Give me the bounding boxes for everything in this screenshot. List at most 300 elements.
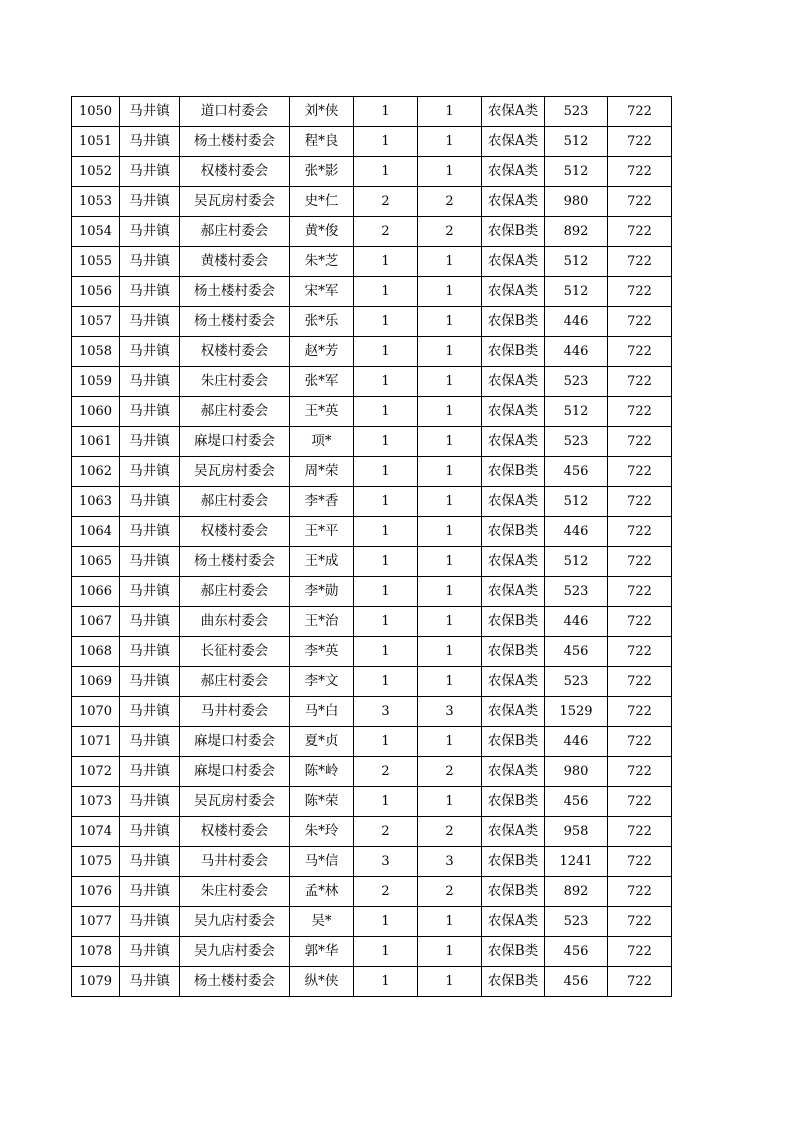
cell-name: 王*英 — [290, 397, 354, 427]
cell-insurance-type: 农保B类 — [482, 937, 545, 967]
cell-count-a: 1 — [354, 577, 418, 607]
cell-town: 马井镇 — [120, 577, 180, 607]
table-row — [72, 457, 672, 487]
cell-town: 马井镇 — [120, 607, 180, 637]
cell-insurance-type: 农保B类 — [482, 637, 545, 667]
cell-amount: 446 — [545, 517, 608, 547]
cell-insurance-type: 农保B类 — [482, 847, 545, 877]
cell-count-b: 3 — [418, 847, 482, 877]
table-row — [72, 637, 672, 667]
cell-standard: 722 — [608, 217, 672, 247]
table-row — [72, 607, 672, 637]
cell-name: 王*成 — [290, 547, 354, 577]
cell-standard: 722 — [608, 757, 672, 787]
cell-amount: 512 — [545, 277, 608, 307]
cell-town: 马井镇 — [120, 307, 180, 337]
cell-count-b: 1 — [418, 127, 482, 157]
cell-standard: 722 — [608, 457, 672, 487]
cell-amount: 446 — [545, 607, 608, 637]
cell-count-a: 2 — [354, 757, 418, 787]
cell-row-number: 1073 — [72, 787, 120, 817]
cell-count-b: 1 — [418, 487, 482, 517]
cell-count-a: 1 — [354, 157, 418, 187]
cell-count-b: 1 — [418, 787, 482, 817]
cell-village-committee: 朱庄村委会 — [180, 367, 290, 397]
table-row — [72, 877, 672, 907]
cell-insurance-type: 农保B类 — [482, 457, 545, 487]
cell-insurance-type: 农保A类 — [482, 757, 545, 787]
table-row — [72, 577, 672, 607]
table-row — [72, 277, 672, 307]
cell-count-a: 1 — [354, 247, 418, 277]
cell-name: 陈*荣 — [290, 787, 354, 817]
cell-name: 史*仁 — [290, 187, 354, 217]
cell-amount: 980 — [545, 757, 608, 787]
cell-town: 马井镇 — [120, 757, 180, 787]
cell-count-a: 1 — [354, 907, 418, 937]
cell-count-a: 1 — [354, 307, 418, 337]
cell-count-b: 2 — [418, 757, 482, 787]
cell-village-committee: 权楼村委会 — [180, 157, 290, 187]
cell-village-committee: 权楼村委会 — [180, 517, 290, 547]
cell-row-number: 1060 — [72, 397, 120, 427]
cell-row-number: 1072 — [72, 757, 120, 787]
table-row — [72, 97, 672, 127]
table-row — [72, 967, 672, 997]
cell-insurance-type: 农保B类 — [482, 337, 545, 367]
cell-name: 陈*岭 — [290, 757, 354, 787]
cell-name: 李*英 — [290, 637, 354, 667]
cell-standard: 722 — [608, 607, 672, 637]
cell-row-number: 1070 — [72, 697, 120, 727]
cell-row-number: 1057 — [72, 307, 120, 337]
cell-town: 马井镇 — [120, 277, 180, 307]
cell-count-a: 1 — [354, 727, 418, 757]
cell-insurance-type: 农保B类 — [482, 217, 545, 247]
cell-count-a: 2 — [354, 187, 418, 217]
cell-standard: 722 — [608, 697, 672, 727]
cell-insurance-type: 农保A类 — [482, 127, 545, 157]
cell-insurance-type: 农保A类 — [482, 577, 545, 607]
cell-insurance-type: 农保B类 — [482, 307, 545, 337]
cell-count-a: 1 — [354, 277, 418, 307]
cell-town: 马井镇 — [120, 247, 180, 277]
cell-name: 项* — [290, 427, 354, 457]
cell-amount: 892 — [545, 877, 608, 907]
cell-standard: 722 — [608, 307, 672, 337]
cell-insurance-type: 农保A类 — [482, 157, 545, 187]
cell-count-a: 1 — [354, 367, 418, 397]
cell-standard: 722 — [608, 187, 672, 217]
cell-count-a: 1 — [354, 127, 418, 157]
cell-town: 马井镇 — [120, 457, 180, 487]
table-row — [72, 727, 672, 757]
cell-row-number: 1051 — [72, 127, 120, 157]
cell-insurance-type: 农保B类 — [482, 607, 545, 637]
cell-count-b: 1 — [418, 577, 482, 607]
cell-amount: 446 — [545, 727, 608, 757]
cell-count-a: 1 — [354, 517, 418, 547]
cell-standard: 722 — [608, 367, 672, 397]
cell-name: 李*文 — [290, 667, 354, 697]
cell-count-a: 1 — [354, 967, 418, 997]
cell-name: 周*荣 — [290, 457, 354, 487]
cell-insurance-type: 农保A类 — [482, 247, 545, 277]
cell-count-b: 2 — [418, 817, 482, 847]
table-row — [72, 307, 672, 337]
cell-name: 马*信 — [290, 847, 354, 877]
cell-name: 张*乐 — [290, 307, 354, 337]
cell-row-number: 1056 — [72, 277, 120, 307]
cell-village-committee: 麻堤口村委会 — [180, 727, 290, 757]
cell-village-committee: 道口村委会 — [180, 97, 290, 127]
cell-village-committee: 马井村委会 — [180, 847, 290, 877]
cell-count-a: 1 — [354, 427, 418, 457]
cell-count-a: 1 — [354, 397, 418, 427]
cell-village-committee: 吴九店村委会 — [180, 937, 290, 967]
cell-amount: 512 — [545, 247, 608, 277]
cell-count-a: 1 — [354, 487, 418, 517]
cell-count-a: 1 — [354, 667, 418, 697]
cell-standard: 722 — [608, 967, 672, 997]
cell-count-b: 1 — [418, 367, 482, 397]
cell-amount: 456 — [545, 457, 608, 487]
cell-town: 马井镇 — [120, 937, 180, 967]
cell-amount: 523 — [545, 907, 608, 937]
cell-town: 马井镇 — [120, 127, 180, 157]
cell-village-committee: 杨土楼村委会 — [180, 967, 290, 997]
table-row — [72, 187, 672, 217]
cell-name: 李*香 — [290, 487, 354, 517]
cell-count-b: 1 — [418, 457, 482, 487]
table-row — [72, 757, 672, 787]
table-row — [72, 517, 672, 547]
cell-village-committee: 黄楼村委会 — [180, 247, 290, 277]
cell-count-a: 1 — [354, 637, 418, 667]
cell-row-number: 1065 — [72, 547, 120, 577]
cell-insurance-type: 农保A类 — [482, 427, 545, 457]
cell-count-a: 2 — [354, 877, 418, 907]
cell-insurance-type: 农保A类 — [482, 697, 545, 727]
cell-row-number: 1074 — [72, 817, 120, 847]
cell-count-b: 2 — [418, 187, 482, 217]
cell-count-a: 2 — [354, 217, 418, 247]
cell-name: 夏*贞 — [290, 727, 354, 757]
cell-standard: 722 — [608, 667, 672, 697]
cell-town: 马井镇 — [120, 217, 180, 247]
cell-town: 马井镇 — [120, 427, 180, 457]
cell-amount: 512 — [545, 157, 608, 187]
cell-village-committee: 吴瓦房村委会 — [180, 187, 290, 217]
cell-standard: 722 — [608, 127, 672, 157]
cell-standard: 722 — [608, 397, 672, 427]
cell-count-b: 1 — [418, 307, 482, 337]
cell-standard: 722 — [608, 427, 672, 457]
cell-village-committee: 杨土楼村委会 — [180, 277, 290, 307]
cell-insurance-type: 农保B类 — [482, 877, 545, 907]
cell-standard: 722 — [608, 907, 672, 937]
cell-row-number: 1069 — [72, 667, 120, 697]
cell-row-number: 1058 — [72, 337, 120, 367]
cell-village-committee: 杨土楼村委会 — [180, 127, 290, 157]
cell-count-b: 1 — [418, 547, 482, 577]
cell-amount: 512 — [545, 397, 608, 427]
cell-town: 马井镇 — [120, 187, 180, 217]
table-row — [72, 907, 672, 937]
cell-name: 李*勋 — [290, 577, 354, 607]
cell-name: 王*平 — [290, 517, 354, 547]
cell-village-committee: 郝庄村委会 — [180, 217, 290, 247]
cell-name: 张*影 — [290, 157, 354, 187]
cell-village-committee: 朱庄村委会 — [180, 877, 290, 907]
cell-amount: 1241 — [545, 847, 608, 877]
cell-village-committee: 郝庄村委会 — [180, 667, 290, 697]
cell-count-b: 1 — [418, 157, 482, 187]
cell-town: 马井镇 — [120, 637, 180, 667]
cell-row-number: 1078 — [72, 937, 120, 967]
cell-standard: 722 — [608, 847, 672, 877]
cell-amount: 456 — [545, 787, 608, 817]
cell-town: 马井镇 — [120, 727, 180, 757]
cell-row-number: 1054 — [72, 217, 120, 247]
table-row — [72, 697, 672, 727]
cell-insurance-type: 农保A类 — [482, 97, 545, 127]
cell-village-committee: 郝庄村委会 — [180, 397, 290, 427]
cell-standard: 722 — [608, 817, 672, 847]
cell-name: 孟*林 — [290, 877, 354, 907]
cell-village-committee: 杨土楼村委会 — [180, 547, 290, 577]
table-row — [72, 937, 672, 967]
cell-town: 马井镇 — [120, 157, 180, 187]
cell-amount: 512 — [545, 547, 608, 577]
cell-town: 马井镇 — [120, 667, 180, 697]
table-row — [72, 847, 672, 877]
cell-count-b: 3 — [418, 697, 482, 727]
cell-count-a: 3 — [354, 697, 418, 727]
cell-insurance-type: 农保B类 — [482, 787, 545, 817]
cell-amount: 980 — [545, 187, 608, 217]
cell-name: 程*良 — [290, 127, 354, 157]
table-row — [72, 157, 672, 187]
cell-standard: 722 — [608, 547, 672, 577]
cell-count-b: 1 — [418, 727, 482, 757]
cell-town: 马井镇 — [120, 397, 180, 427]
cell-town: 马井镇 — [120, 847, 180, 877]
cell-name: 宋*军 — [290, 277, 354, 307]
cell-name: 张*军 — [290, 367, 354, 397]
cell-amount: 523 — [545, 427, 608, 457]
cell-name: 马*白 — [290, 697, 354, 727]
cell-amount: 512 — [545, 487, 608, 517]
cell-insurance-type: 农保A类 — [482, 397, 545, 427]
cell-amount: 456 — [545, 967, 608, 997]
cell-row-number: 1050 — [72, 97, 120, 127]
cell-town: 马井镇 — [120, 337, 180, 367]
cell-village-committee: 权楼村委会 — [180, 337, 290, 367]
cell-count-a: 1 — [354, 337, 418, 367]
cell-village-committee: 吴瓦房村委会 — [180, 787, 290, 817]
table-row — [72, 127, 672, 157]
cell-town: 马井镇 — [120, 367, 180, 397]
table-row — [72, 397, 672, 427]
cell-standard: 722 — [608, 157, 672, 187]
table-row — [72, 247, 672, 277]
table-row — [72, 427, 672, 457]
cell-name: 赵*芳 — [290, 337, 354, 367]
cell-amount: 523 — [545, 367, 608, 397]
cell-standard: 722 — [608, 337, 672, 367]
cell-count-b: 1 — [418, 517, 482, 547]
cell-count-b: 1 — [418, 247, 482, 277]
cell-amount: 958 — [545, 817, 608, 847]
cell-row-number: 1062 — [72, 457, 120, 487]
cell-amount: 1529 — [545, 697, 608, 727]
cell-insurance-type: 农保A类 — [482, 367, 545, 397]
cell-amount: 523 — [545, 97, 608, 127]
cell-count-a: 1 — [354, 787, 418, 817]
table-row — [72, 817, 672, 847]
cell-amount: 512 — [545, 127, 608, 157]
cell-count-b: 2 — [418, 217, 482, 247]
cell-standard: 722 — [608, 487, 672, 517]
cell-insurance-type: 农保A类 — [482, 667, 545, 697]
cell-town: 马井镇 — [120, 967, 180, 997]
cell-standard: 722 — [608, 97, 672, 127]
cell-insurance-type: 农保B类 — [482, 517, 545, 547]
cell-row-number: 1068 — [72, 637, 120, 667]
table-row — [72, 487, 672, 517]
cell-village-committee: 杨土楼村委会 — [180, 307, 290, 337]
cell-row-number: 1066 — [72, 577, 120, 607]
cell-standard: 722 — [608, 517, 672, 547]
cell-town: 马井镇 — [120, 487, 180, 517]
cell-town: 马井镇 — [120, 877, 180, 907]
cell-town: 马井镇 — [120, 517, 180, 547]
cell-name: 王*治 — [290, 607, 354, 637]
cell-standard: 722 — [608, 247, 672, 277]
cell-insurance-type: 农保A类 — [482, 907, 545, 937]
cell-count-b: 1 — [418, 97, 482, 127]
cell-row-number: 1071 — [72, 727, 120, 757]
cell-insurance-type: 农保A类 — [482, 487, 545, 517]
cell-count-b: 1 — [418, 427, 482, 457]
cell-standard: 722 — [608, 727, 672, 757]
cell-insurance-type: 农保B类 — [482, 967, 545, 997]
cell-amount: 446 — [545, 337, 608, 367]
cell-name: 黄*俊 — [290, 217, 354, 247]
cell-standard: 722 — [608, 877, 672, 907]
cell-row-number: 1061 — [72, 427, 120, 457]
cell-insurance-type: 农保B类 — [482, 727, 545, 757]
cell-standard: 722 — [608, 277, 672, 307]
cell-row-number: 1052 — [72, 157, 120, 187]
table-row — [72, 787, 672, 817]
cell-standard: 722 — [608, 937, 672, 967]
cell-village-committee: 郝庄村委会 — [180, 577, 290, 607]
cell-amount: 892 — [545, 217, 608, 247]
cell-town: 马井镇 — [120, 817, 180, 847]
records-table — [71, 96, 672, 997]
cell-row-number: 1053 — [72, 187, 120, 217]
cell-amount: 456 — [545, 937, 608, 967]
cell-insurance-type: 农保A类 — [482, 817, 545, 847]
cell-row-number: 1064 — [72, 517, 120, 547]
cell-amount: 523 — [545, 667, 608, 697]
cell-amount: 446 — [545, 307, 608, 337]
cell-count-a: 1 — [354, 547, 418, 577]
cell-row-number: 1076 — [72, 877, 120, 907]
cell-count-b: 1 — [418, 937, 482, 967]
table-row — [72, 667, 672, 697]
records-table-body — [72, 97, 672, 997]
cell-name: 刘*侠 — [290, 97, 354, 127]
cell-count-a: 2 — [354, 817, 418, 847]
cell-count-b: 1 — [418, 337, 482, 367]
cell-count-a: 3 — [354, 847, 418, 877]
cell-count-a: 1 — [354, 97, 418, 127]
cell-village-committee: 马井村委会 — [180, 697, 290, 727]
cell-village-committee: 曲东村委会 — [180, 607, 290, 637]
table-row — [72, 337, 672, 367]
cell-town: 马井镇 — [120, 907, 180, 937]
cell-row-number: 1079 — [72, 967, 120, 997]
cell-row-number: 1077 — [72, 907, 120, 937]
cell-count-b: 1 — [418, 607, 482, 637]
cell-name: 郭*华 — [290, 937, 354, 967]
cell-row-number: 1075 — [72, 847, 120, 877]
cell-count-b: 1 — [418, 637, 482, 667]
cell-insurance-type: 农保A类 — [482, 187, 545, 217]
cell-standard: 722 — [608, 787, 672, 817]
cell-count-a: 1 — [354, 607, 418, 637]
cell-village-committee: 吴九店村委会 — [180, 907, 290, 937]
table-row — [72, 547, 672, 577]
cell-amount: 456 — [545, 637, 608, 667]
cell-name: 纵*侠 — [290, 967, 354, 997]
cell-count-b: 1 — [418, 907, 482, 937]
cell-count-b: 1 — [418, 277, 482, 307]
cell-standard: 722 — [608, 637, 672, 667]
cell-village-committee: 吴瓦房村委会 — [180, 457, 290, 487]
cell-name: 吴* — [290, 907, 354, 937]
cell-standard: 722 — [608, 577, 672, 607]
table-row — [72, 367, 672, 397]
cell-town: 马井镇 — [120, 547, 180, 577]
cell-village-committee: 麻堤口村委会 — [180, 427, 290, 457]
cell-count-b: 1 — [418, 967, 482, 997]
cell-row-number: 1059 — [72, 367, 120, 397]
cell-count-a: 1 — [354, 457, 418, 487]
cell-village-committee: 长征村委会 — [180, 637, 290, 667]
cell-town: 马井镇 — [120, 97, 180, 127]
cell-count-b: 1 — [418, 667, 482, 697]
cell-name: 朱*玲 — [290, 817, 354, 847]
cell-insurance-type: 农保A类 — [482, 547, 545, 577]
cell-row-number: 1067 — [72, 607, 120, 637]
cell-count-a: 1 — [354, 937, 418, 967]
cell-count-b: 2 — [418, 877, 482, 907]
cell-name: 朱*芝 — [290, 247, 354, 277]
cell-village-committee: 权楼村委会 — [180, 817, 290, 847]
cell-village-committee: 郝庄村委会 — [180, 487, 290, 517]
cell-row-number: 1055 — [72, 247, 120, 277]
cell-count-b: 1 — [418, 397, 482, 427]
cell-amount: 523 — [545, 577, 608, 607]
table-row — [72, 217, 672, 247]
cell-insurance-type: 农保A类 — [482, 277, 545, 307]
cell-town: 马井镇 — [120, 787, 180, 817]
cell-village-committee: 麻堤口村委会 — [180, 757, 290, 787]
